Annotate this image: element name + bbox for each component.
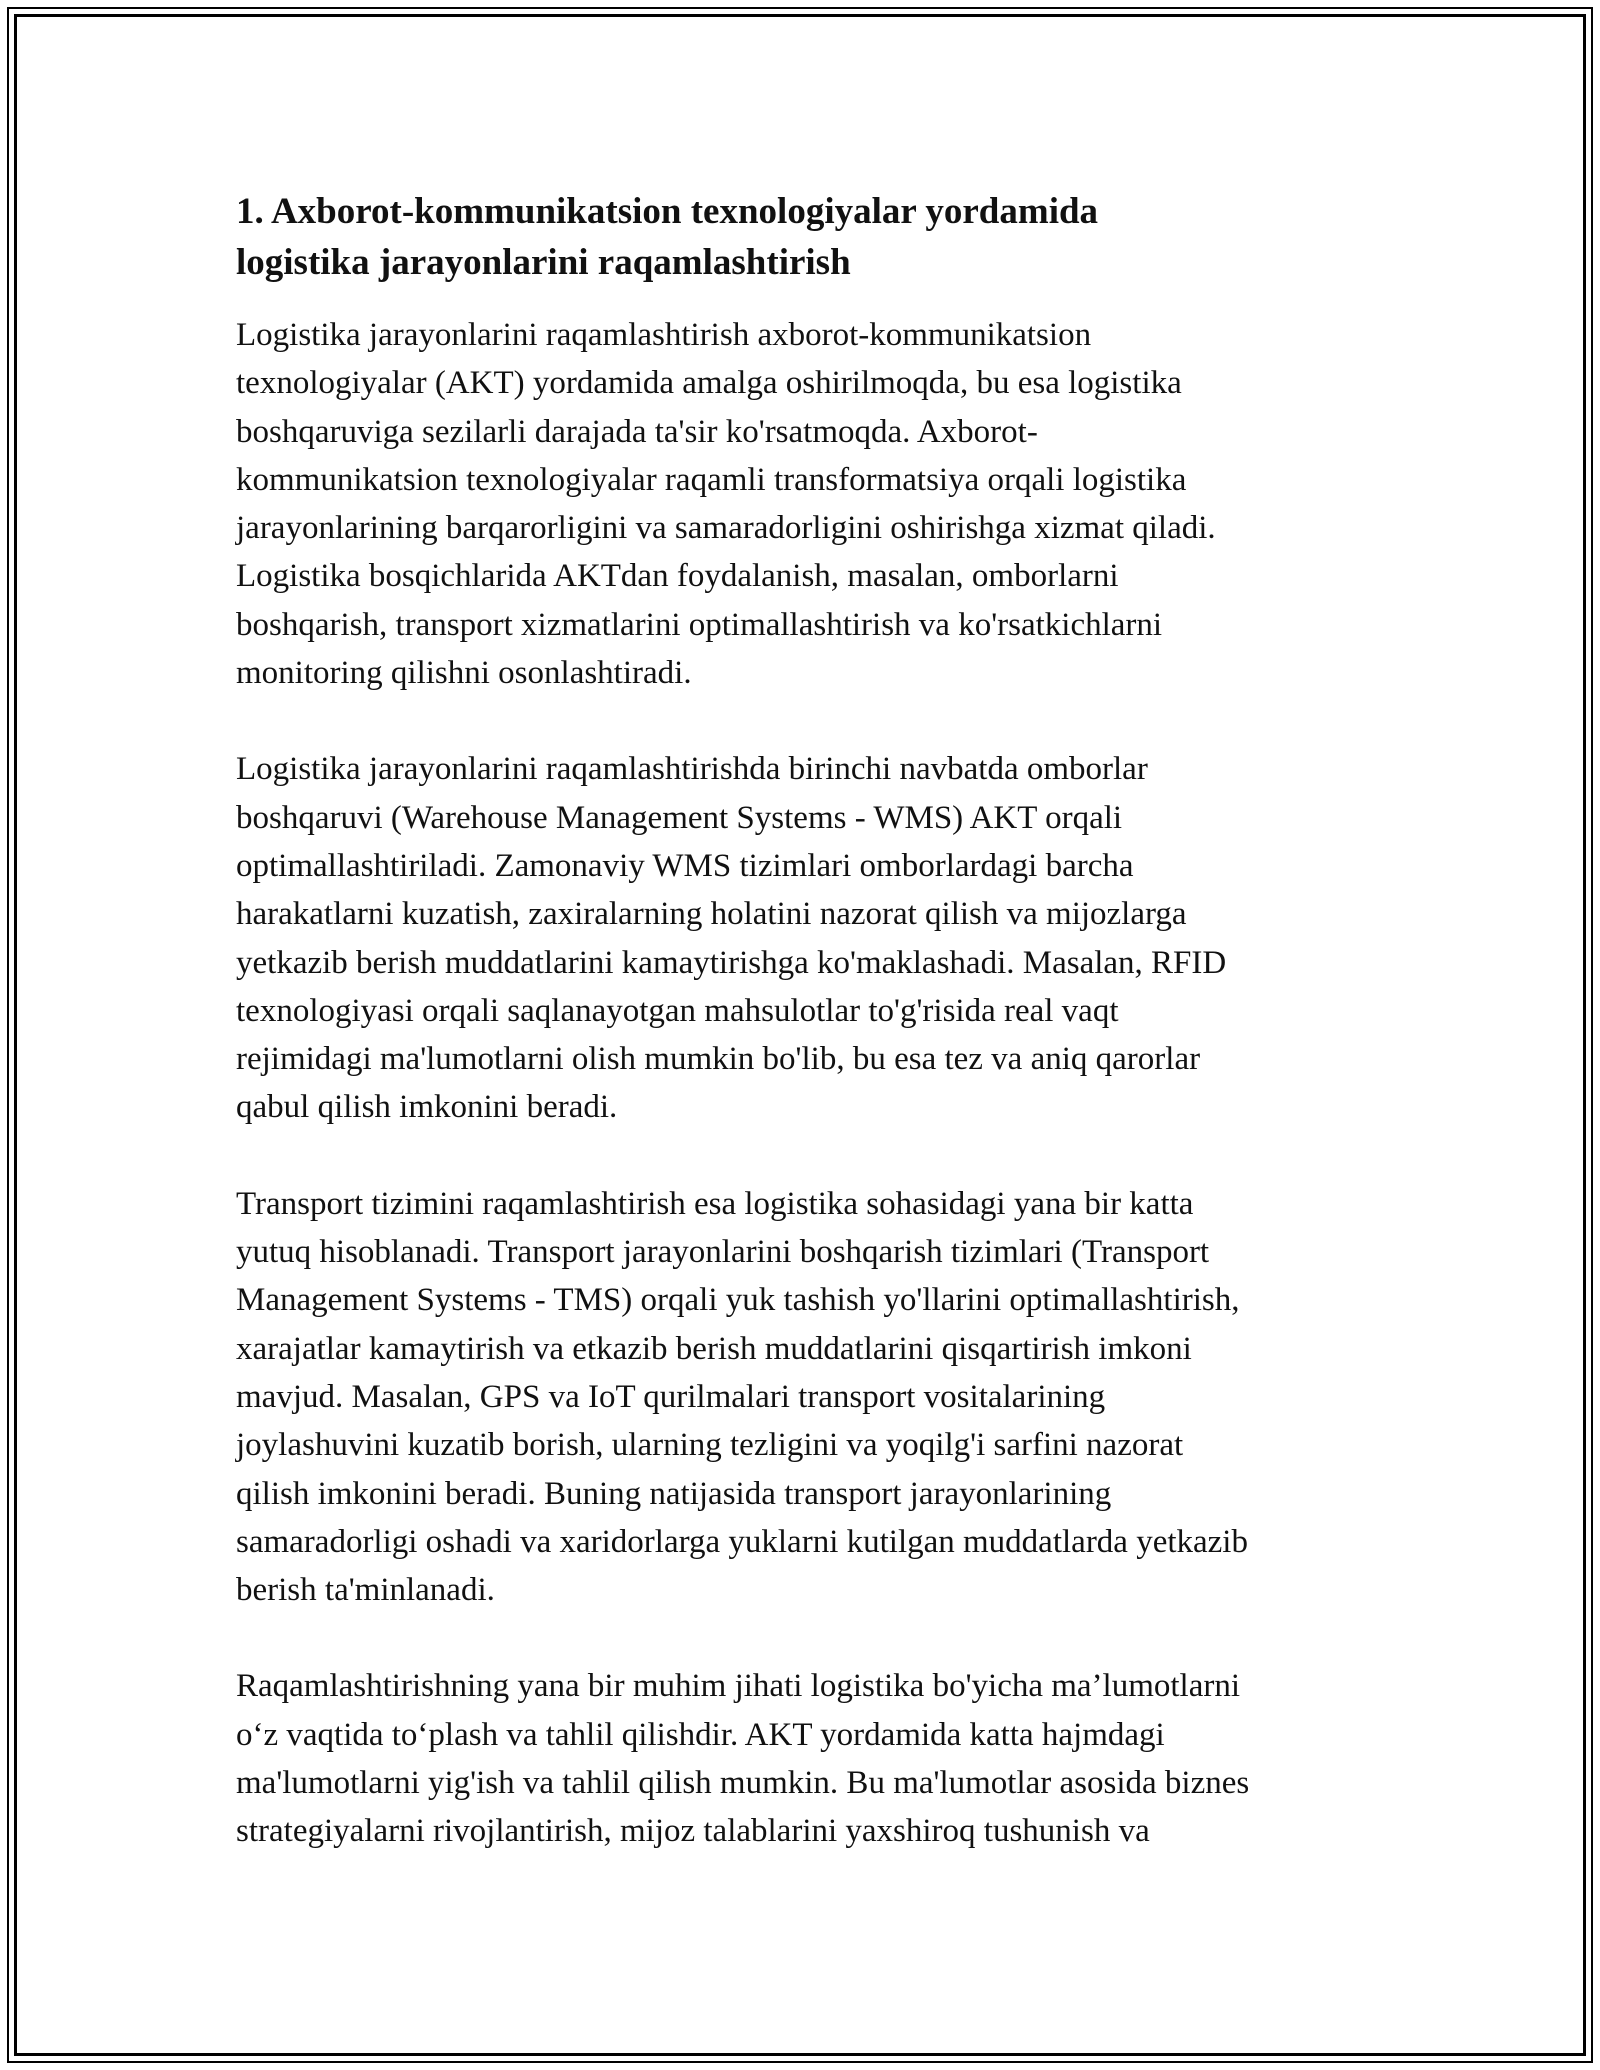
paragraph-line: Raqamlashtirishning yana bir muhim jihati logistika bo'yicha ma’lumotlarni (236, 1668, 1241, 1705)
paragraph-line: ma'lumotlarni yig'ish va tahlil qilish mumkin. Bu ma'lumotlar asosida biznes (236, 1765, 1250, 1802)
document-body (236, 186, 1396, 1856)
paragraph-line: joylashuvini kuzatib borish, ularning tezligini va yoqilg'i sarfini nazorat (236, 1427, 1184, 1464)
paragraph-line: boshqarish, transport xizmatlarini optimallashtirish va ko'rsatkichlarni (236, 606, 1163, 643)
paragraph-line: optimallashtiriladi. Zamonaviy WMS tizimlari omborlardagi barcha (236, 847, 1134, 884)
paragraph-line: yutuq hisoblanadi. Transport jarayonlarini boshqarish tizimlari (Transport (236, 1234, 1210, 1271)
paragraph-line: o‘z vaqtida to‘plash va tahlil qilishdir. AKT yordamida katta hajmdagi (236, 1716, 1165, 1753)
paragraph-line: kommunikatsion texnologiyalar raqamli transformatsiya orqali logistika (236, 461, 1187, 498)
paragraph-line: samaradorligi oshadi va xaridorlarga yuklarni kutilgan muddatlarda yetkazib (236, 1523, 1248, 1560)
paragraph-3 (236, 1180, 1396, 1615)
paragraph-1 (236, 311, 1396, 697)
paragraph-line: qabul qilish imkonini beradi. (236, 1089, 618, 1126)
paragraph-line: mavjud. Masalan, GPS va IoT qurilmalari transport vositalarining (236, 1378, 1106, 1415)
paragraph-line: jarayonlarining barqarorligini va samaradorligini oshirishga xizmat qiladi. (236, 510, 1216, 547)
paragraph-line: texnologiyalar (AKT) yordamida amalga oshirilmoqda, bu esa logistika (236, 365, 1182, 402)
paragraph-line: Logistika bosqichlarida AKTdan foydalanish, masalan, omborlarni (236, 558, 1119, 595)
paragraph-4 (236, 1662, 1396, 1855)
paragraph-line: qilish imkonini beradi. Buning natijasida transport jarayonlarining (236, 1475, 1112, 1512)
paragraph-line: harakatlarni kuzatish, zaxiralarning holatini nazorat qilish va mijozlarga (236, 896, 1187, 933)
paragraph-line: texnologiyasi orqali saqlanayotgan mahsulotlar to'g'risida real vaqt (236, 992, 1119, 1029)
paragraph-line: Logistika jarayonlarini raqamlashtirish axborot-kommunikatsion (236, 317, 1092, 353)
paragraph-line: rejimidagi ma'lumotlarni olish mumkin bo'lib, bu esa tez va aniq qarorlar (236, 1041, 1201, 1078)
heading-line: 1. Axborot-kommunikatsion texnologiyalar yordamida (236, 191, 1099, 232)
paragraph-line: boshqaruviga sezilarli darajada ta'sir ko'rsatmoqda. Axborot- (236, 413, 1038, 450)
paragraph-line: xarajatlar kamaytirish va etkazib berish muddatlarini qisqartirish imkoni (236, 1330, 1192, 1367)
paragraph-2 (236, 745, 1396, 1131)
paragraph-line: Logistika jarayonlarini raqamlashtirishda birinchi navbatda omborlar (236, 751, 1148, 788)
paragraph-line: boshqaruvi (Warehouse Management Systems - WMS) AKT orqali (236, 799, 1123, 836)
paragraph-line: Management Systems - TMS) orqali yuk tashish yo'llarini optimallashtirish, (236, 1282, 1240, 1319)
paragraph-line: berish ta'minlanadi. (236, 1572, 495, 1609)
paragraph-line: yetkazib berish muddatlarini kamaytirishga ko'maklashadi. Masalan, RFID (236, 944, 1227, 981)
paragraph-line: monitoring qilishni osonlashtiradi. (236, 655, 692, 692)
section-heading (236, 186, 1396, 288)
heading-line: logistika jarayonlarini raqamlashtirish (236, 242, 851, 283)
paragraph-line: Transport tizimini raqamlashtirish esa logistika sohasidagi yana bir katta (236, 1185, 1194, 1222)
paragraph-line: strategiyalarni rivojlantirish, mijoz talablarini yaxshiroq tushunish va (236, 1813, 1150, 1850)
